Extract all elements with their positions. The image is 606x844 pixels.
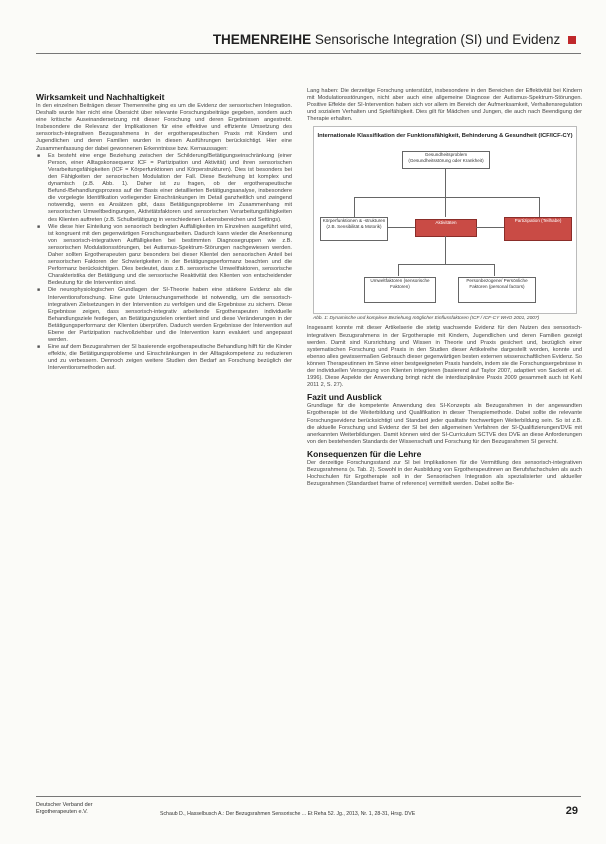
series-title	[213, 32, 576, 47]
box-health: Gesundheitsproblem (Gesundheitsstörung oder Krankheit)	[402, 151, 490, 169]
box-activities: Aktivitäten	[415, 219, 477, 237]
intro-paragraph: In den einzelnen Beiträgen dieser Themenreihe ging es um die Evidenz der sensorischen Integration. Deshalb wurde hier nicht eine Übersicht über relevante Forschungsbeiträge gegeben, sondern auch eine kritische Auseinandersetzung mit dieser Forschung und deren Ergebnissen angestrebt. Insbesondere die Relevanz der Implikationen für eine effektive und effiziente Umsetzung des sensorisch-integrativen Bezugsrahmens in der ergotherapeutischen Praxis mit Kindern und Jugendlichen und deren Familien wurden in diesen Ausführungen berücksichtigt. Hier eine Zusammenfassung der dabei gewonnenen Erkenntnisse bzw. Kernaussagen:	[36, 103, 292, 152]
lehre-paragraph: Der derzeitige Forschungsstand zur SI bei Implikationen für die Vermittlung des sensorisch-integrativen Bezugsrahmens (s. Tab. 2). Sowohl in der Ausbildung von Ergotherapeutinnen an Berufsfachschulen als auch Hochschulen für Ergotherapie soll in der Sensorischen Integration als spezialisierter und aktueller Bezugsrahmen (Standardset frame of reference) vermittelt werden. Dabei sollte Be-	[307, 459, 582, 488]
connector-line	[398, 264, 494, 265]
list-item: ■ Die neurophysiologischen Grundlagen der SI-Theorie haben eine stärkere Evidenz als die Interventionsforschung. Eine gute Untersuchungsmethode ist notwendig, um die sensorisch-integrativen Zielsetzungen in der Intervention zu verfolgen und die Ergebnisse zu sichern. Diese Ergebnisse zeigen, dass sensorisch-integrativ arbeitende Ergotherapeuten individuelle Behandlungsziele festlegen, an Betätigungszielen orientiert sind und diese Veränderungen in der Betätigungsperformanz der Klienten überprüfen. Dadurch werden Ergebnisse der Intervention auf Ebene der Partizipation nachvollziehbar und die Intervention kann evaluiert und angepasst werden.	[48, 287, 292, 344]
connector-line	[354, 197, 539, 198]
icf-figure	[313, 126, 577, 314]
box-body-functions: Körperfunktionen & -strukturen (z.B. Sensibilität & Motorik)	[320, 217, 388, 241]
section-heading-fazit: Fazit und Ausblick	[307, 392, 382, 403]
section-heading-lehre: Konsequenzen für die Lehre	[307, 448, 422, 459]
left-column	[36, 92, 292, 373]
footer-org-line: Deutscher Verband der	[36, 802, 93, 808]
key-points-list	[36, 153, 292, 373]
box-personal-factors: Personbezogene/ Persönliche Faktoren (personal factors)	[458, 277, 536, 303]
connector-line	[387, 227, 415, 228]
figure-caption: Abb. 1: Dynamische und komplexe Beziehung möglicher Einflussfaktoren (ICF / ICF-CY WHO 2001, 2007)	[313, 316, 540, 322]
footer-rule	[36, 796, 581, 797]
series-title-bold: THEMENREIHE	[212, 32, 312, 47]
connector-line	[539, 197, 540, 217]
list-item: ■ Wie diese hier Einteilung von sensorisch bedingten Auffälligkeiten im Einzelnen ausgeführt wird, ist kongruent mit den gegenwärtigen Forschungsarbeiten. Dadurch kann wieder die Anerkennung von sensorisch-integrativen Auffälligkeiten bei bestimmten Diagnosegruppen wie z.B. sensorischen Modulationsstörungen, bei Autismus-Spektrum-Störungen nachgewiesen werden. Daher sollten Ergotherapeuten ganz besonders bei dieser Klientel den sensorischen Anteil bei sensorischen Faktoren der Schwierigkeiten in der Betätigungsperformanz beachten und die Performanz berücksichtigen. Dies bedeutet, dass z.B. sensorische Umweltfaktoren, sensorische Charakteristika der Betätigung und die sensorische Reaktivität des Klienten von entscheidender Bedeutung für die Intervention sind.	[48, 224, 292, 288]
fazit-paragraph: Grundlage für die kompetente Anwendung des SI-Konzepts als Bezugsrahmen in der angewandten Ergotherapie ist die Weiterbildung und Qualifikation in dieser Therapiemethode. Dabei sollte die relevante Forschungsevidenz berücksichtigt und Standard jeder qualitativ hochwertigen Weiterbildung sein. So ist z.B. die aktuelle Forschung und Evidenz der SI bei den allgemeinen Verfahren der SI-Qualifizierungen/DVE mit anerkannten Weiterbildungen. Damit können wird der SI-Curriculum SCTVE des DVE an diese Anforderungen von den bestehenden Standards der Wissenschaft und Forschung für den Bezugsrahmen SI gerecht.	[307, 403, 582, 445]
red-square-icon	[568, 36, 576, 44]
connector-line	[445, 168, 446, 217]
figure-title: Internationale Klassifikation der Funktionsfähigkeit, Behinderung & Gesundheit (ICF/ICF-CY)	[317, 133, 573, 140]
box-participation: Partizipation (Teilhabe)	[504, 217, 572, 241]
page-header	[0, 32, 606, 52]
connector-line	[445, 236, 446, 264]
page-number: 29	[565, 805, 578, 817]
connector-line	[354, 197, 355, 217]
connector-line	[398, 264, 399, 276]
footer-organization	[36, 802, 93, 816]
box-environmental-factors: Umweltfaktoren (sensorische Faktoren)	[364, 277, 436, 303]
right-column	[307, 88, 582, 488]
list-item: ■ Es besteht eine enge Beziehung zwischen der Schilderung/Betätigungseinschränkung (einer Person, einer Alltagskonsequenz ICF = Partizipation und Aktivität) und ihren sensorischen Verarbeitungsfähigkeiten (ICF = Körperfunktionen und Körperstrukturen). Dies ist besonders bei den Fähigkeiten der sensorischen Modulation der Fall. Diese Beziehung ist komplex und dynamisch (z.B. Abb. 1). Daher ist zu fragen, ob der ergotherapeutische Befund-/Behandlungsprozess auf der Basis einer detaillierten Betätigungsanalyse, insbesondere die vorgelegte Identifikation vorliegender Einschränkungen im Detail ganzheitlich und zwingend notwendig, wenn es Ansätzen gibt, dass Betätigungsprobleme im Zusammenhang mit sensorischen Umweltbedingungen, Aktivitätsfaktoren und sensorischen Verarbeitungsfähigkeiten des Klienten auftreten (z.B. Schulbetätigung in verschiedenen Lebensbereichen und Settings).	[48, 153, 292, 224]
footer-org-line: Ergotherapeuten e.V.	[36, 809, 88, 815]
section-heading-wirksamkeit: Wirksamkeit und Nachhaltigkeit	[36, 92, 165, 102]
footer-citation: Schaub D., Hasselbusch A.: Der Bezugsrahmen Sensorische ... Et Reha 52. Jg., 2013, Nr. 1, 28-31, Hrsg. DVE	[160, 811, 416, 817]
series-title-rest: Sensorische Integration (SI) und Evidenz	[314, 32, 561, 47]
connector-line	[476, 227, 504, 228]
right-intro-paragraph: Lang haben: Die derzeitige Forschung unterstützt, insbesondere in den Bereichen der Effektivität bei Kindern mit Modulationsstörungen, nicht aber auch eine allgemeine Diagnose der Autismus-Spektrum-Störungen. Positive Effekte der SI-Intervention haben sich vor allem im Bereich der Aufmerksamkeit, Verhaltensregulation und sozialem Verhalten und Spielfähigkeit. Dies gilt für Mädchen und Jungen, die auch nach Beendigung der Therapie erhalten.	[307, 88, 582, 123]
list-item: ■ Eine auf dem Bezugsrahmen der SI basierende ergotherapeutische Behandlung hilft für die Kinder effektiv, die Betätigungsprobleme und Einschränkungen in der Alltagskompetenz zu reduzieren und zu verbessern. Dennoch zeigen weitere Studien den Bedarf an Forschung bezüglich der Interventionsmethoden auf.	[48, 344, 292, 372]
connector-line	[494, 264, 495, 276]
evidence-paragraph: Insgesamt konnte mit dieser Artikelserie die stetig wachsende Evidenz für den Nutzen des sensorisch-integrativen Bezugsrahmens in der Ergotherapie mit Kindern, Jugendlichen und deren Familien gezeigt werden. Damit sind Kursrichtung und Wissen in Theorie und Praxis gesichert und, bezüglich einer systematischen Forschung und Praxis in den Studien dieser Artikelreihe dargestellt worden, konnte und ebenso alles gewissermaßen Gebrauch dieser gegenwärtigen besten externen wissenschaftlichen Evidenz. So können Therapeutinnen im Sinne einer bestgeeigneten Praxis handeln, indem sie die Forschungsergebnisse in der individuellen Versorgung von Klienten integrieren (basierend auf Taylor 2007, adaptiert von Sackett et al. 1996). Diese Aspekte der Anwendung bringt nicht die interdisziplinäre Praxis 2009 gesammelt auch ist Kehl 2011 2, S. 27).	[307, 325, 582, 389]
header-rule	[36, 53, 581, 54]
